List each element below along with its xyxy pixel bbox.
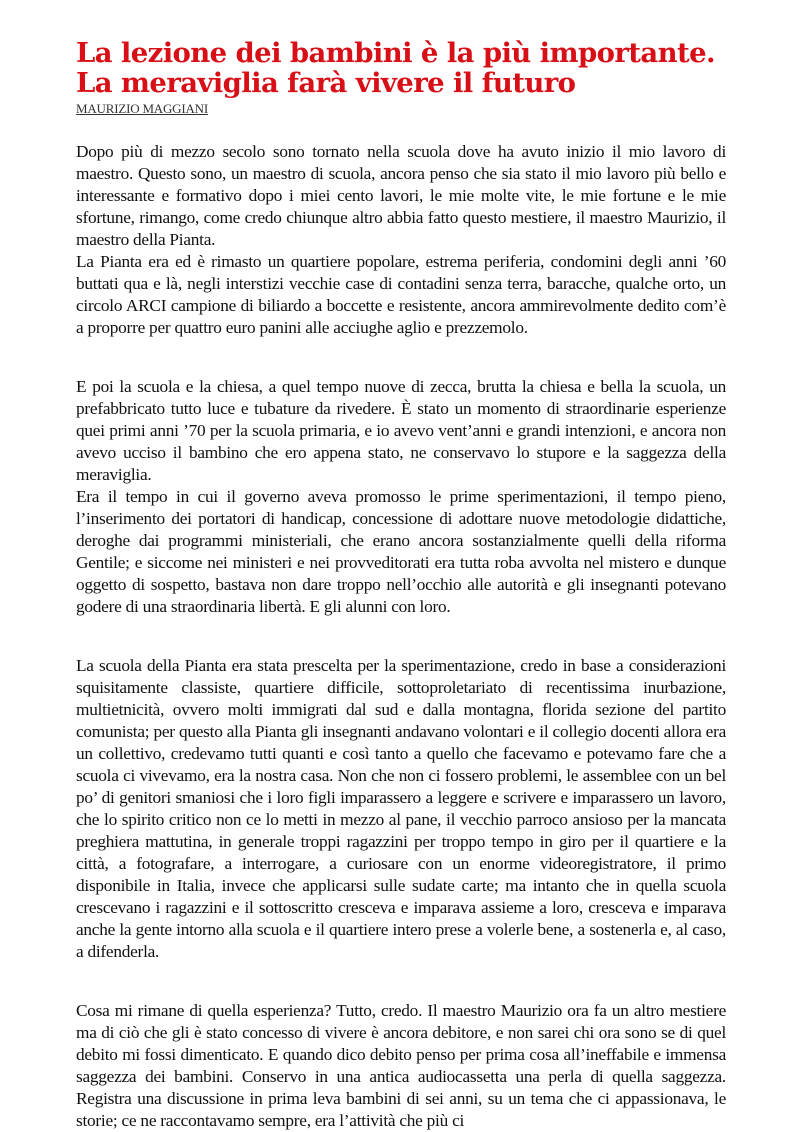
paragraph-group-3 [76, 655, 726, 963]
paragraph: Era il tempo in cui il governo aveva promosso le prime sperimentazioni, il tempo pieno, l’inserimento dei portatori di handicap, concessione di adottare nuove metodologie didattiche, deroghe dai programmi ministeriali, che erano ancora sostanzialmente quelli della riforma Gentile; e siccome nei ministeri e nei provveditorati era tutta roba avvolta nel mistero e dunque oggetto di sospetto, bastava non dare troppo nell’occhio alle autorità e gli insegnanti potevano godere di una straordinaria libertà. E gli alunni con loro. [76, 487, 726, 616]
paragraph: Dopo più di mezzo secolo sono tornato nella scuola dove ha avuto inizio il mio lavoro di maestro. Questo sono, un maestro di scuola, ancora penso che sia stato il mio lavoro più bello e interessante e formativo dopo i miei cento lavori, le mie molte vite, le mie fortune e le mie sfortune, rimango, come credo chiunque altro abbia fatto questo mestiere, il maestro Maurizio, il maestro della Pianta. [76, 142, 726, 249]
paragraph-group-4 [76, 1000, 726, 1132]
paragraph-group-1 [76, 141, 726, 339]
document-page [76, 38, 726, 1132]
paragraph: E poi la scuola e la chiesa, a quel tempo nuove di zecca, brutta la chiesa e bella la scuola, un prefabbricato tutto luce e tubature da rivedere. È stato un momento di straordinarie esperienze quei primi anni ’70 per la scuola primaria, e io avevo vent’anni e grandi intenzioni, e ancora non avevo ucciso il bambino che ero appena stato, ne conservavo lo stupore e la saggezza della meraviglia. [76, 377, 726, 484]
paragraph: La scuola della Pianta era stata prescelta per la sperimentazione, credo in base a considerazioni squisitamente classiste, quartiere difficile, sottoproletariato di recentissima inurbazione, multietnicità, ovvero molti immigrati dal sud e dalla montagna, florida sezione del partito comunista; per questo alla Pianta gli insegnanti andavano volontari e il collegio docenti allora era un collettivo, credevamo tutti quanti e così tanto a quello che facevamo e potevamo fare che a scuola ci vivevamo, era la nostra casa. Non che non ci fossero problemi, le assemblee con un bel po’ di genitori smaniosi che i loro figli imparassero a leggere e scrivere e imparassero un lavoro, che lo spirito critico non ce lo metti in mezzo al pane, il vecchio parroco ansioso per la mancata preghiera mattutina, in generale troppi ragazzini per troppo tempo in giro per il quartiere e la città, a fotografare, a interrogare, a curiosare con un enorme videoregistratore, il primo disponibile in Italia, invece che applicarsi sulle sudate carte; ma intanto che in quella scuola crescevano i ragazzini e il sottoscritto cresceva e imparava assieme a loro, cresceva e imparava anche la gente intorno alla scuola e il quartiere intero prese a volerle bene, a sostenerla e, al caso, a difenderla. [76, 656, 726, 961]
article-author-byline[interactable]: MAURIZIO MAGGIANI [76, 101, 209, 116]
paragraph: Cosa mi rimane di quella esperienza? Tutto, credo. Il maestro Maurizio ora fa un altro mestiere ma di ciò che gli è stato concesso di vivere è ancora debitore, e non sarei chi ora sono se di quel debito mi fossi dimenticato. E quando dico debito penso per prima cosa all’ineffabile e immensa saggezza dei bambini. Conservo in una antica audiocassetta una perla di quella saggezza. Registra una discussione in prima leva bambini di sei anni, su un tema che ci appassionava, le storie; ce ne raccontavamo sempre, era l’attività che più ci [76, 1001, 726, 1130]
paragraph-group-2 [76, 376, 726, 618]
paragraph: La Pianta era ed è rimasto un quartiere popolare, estrema periferia, condomini degli anni ’60 buttati qua e là, negli interstizi vecchie case di contadini senza terra, baracche, qualche orto, un circolo ARCI campione di biliardo a boccette e resistente, ancora ammirevolmente dedito com’è a proporre per quattro euro panini alle acciughe aglio e prezzemolo. [76, 252, 726, 337]
article-body [76, 141, 726, 1132]
article-title: La lezione dei bambini è la più importante. La meraviglia farà vivere il futuro [76, 37, 715, 99]
